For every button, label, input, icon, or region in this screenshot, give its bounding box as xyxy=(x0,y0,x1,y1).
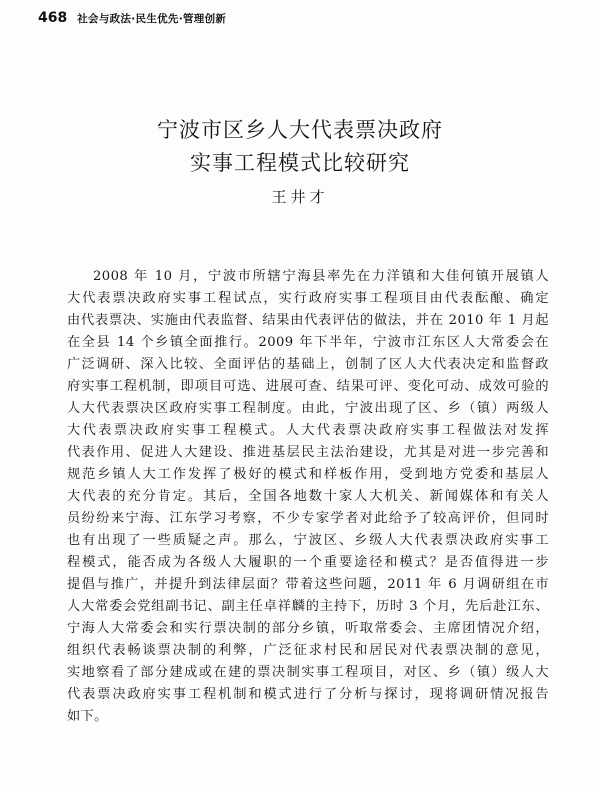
page-header xyxy=(38,10,226,32)
text-line: 由代表票决、实施由代表监督、结果由代表评估的做法，并在 2010 年 1 月起 xyxy=(67,313,549,328)
text-line: 广泛调研、深入比较、全面评估的基础上，创制了区人大代表决定和监督政 xyxy=(67,357,549,372)
text-line: 2008 年 10 月，宁波市所辖宁海县率先在力洋镇和大佳何镇开展镇人 xyxy=(93,269,549,284)
text-line: 大代表票决政府实事工程试点，实行政府实事工程项目由代表酝酿、确定 xyxy=(67,291,549,306)
text-line: 府实事工程机制，即项目可选、进展可查、结果可评、变化可动、成效可验的 xyxy=(67,379,549,394)
author-name: 王井才 xyxy=(271,188,329,206)
text-line: 在全县 14 个乡镇全面推行。2009 年下半年，宁波市江东区人大常委会在 xyxy=(67,335,549,350)
text-line: 人大代表票决区政府实事工程制度。由此，宁波出现了区、乡（镇）两级人 xyxy=(67,401,549,416)
text-line: 也有出现了一些质疑之声。那么，宁波区、乡级人大代表票决政府实事工 xyxy=(67,533,549,548)
running-head: 社会与政法·民生优先·管理创新 xyxy=(77,13,227,25)
title-line: 宁波市区乡人大代表票决政府 xyxy=(157,118,443,142)
body-paragraph xyxy=(67,266,549,728)
article-title xyxy=(0,114,600,180)
text-line: 人大常委会党组副书记、副主任卓祥麟的主持下，历时 3 个月，先后赴江东、 xyxy=(67,599,549,614)
text-line: 程模式，能否成为各级人大履职的一个重要途径和模式？是否值得进一步 xyxy=(67,555,549,570)
page-number: 468 xyxy=(38,10,68,26)
text-line: 员纷纷来宁海、江东学习考察，不少专家学者对此给予了较高评价，但同时 xyxy=(67,511,549,526)
text-line: 提倡与推广，并提升到法律层面？带着这些问题，2011 年 6 月调研组在市 xyxy=(67,577,549,592)
text-line: 代表作用、促进人大建设、推进基层民主法治建设，尤其是对进一步完善和 xyxy=(67,445,549,460)
text-line: 大代表的充分肯定。其后，全国各地数十家人大机关、新闻媒体和有关人 xyxy=(67,489,549,504)
text-line: 代表票决政府实事工程机制和模式进行了分析与探讨，现将调研情况报告 xyxy=(67,687,549,702)
text-line: 大代表票决政府实事工程模式。人大代表票决政府实事工程做法对发挥 xyxy=(67,423,549,438)
title-line: 实事工程模式比较研究 xyxy=(190,151,410,175)
text-line: 宁海人大常委会和实行票决制的部分乡镇，听取常委会、主席团情况介绍， xyxy=(67,621,549,636)
text-line: 规范乡镇人大工作发挥了极好的模式和样板作用，受到地方党委和基层人 xyxy=(67,467,549,482)
text-line: 实地察看了部分建成或在建的票决制实事工程项目，对区、乡（镇）级人大 xyxy=(67,665,549,680)
text-line: 如下。 xyxy=(67,709,108,724)
text-line: 组织代表畅谈票决制的利弊，广泛征求村民和居民对代表票决制的意见， xyxy=(67,643,549,658)
